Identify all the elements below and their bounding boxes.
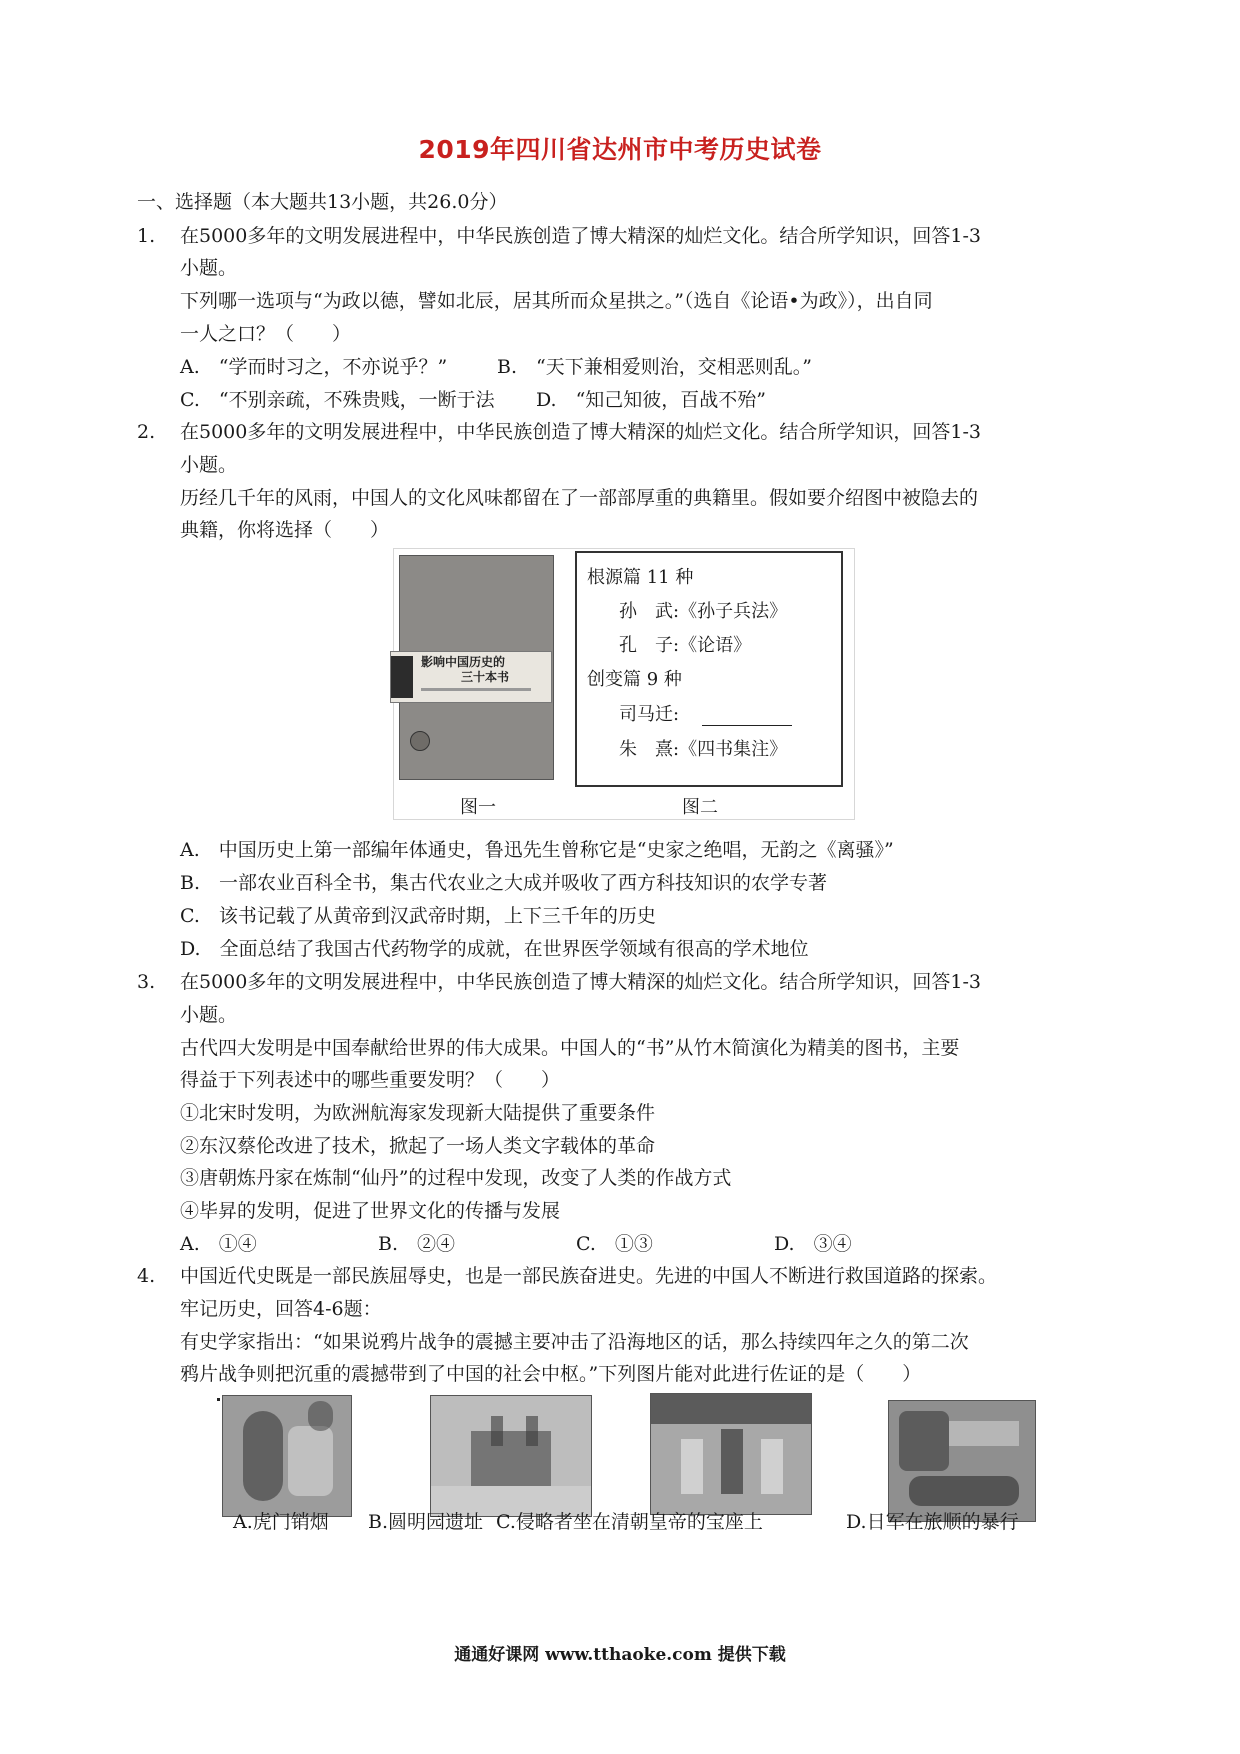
photo-caption-c: C.侵略者坐在清朝皇帝的宝座上	[496, 1511, 763, 1533]
book-list-line: 孔 子:《论语》	[619, 635, 752, 656]
book-title-band	[390, 651, 552, 703]
publisher-seal-icon	[410, 731, 430, 751]
hidden-book-blank	[702, 725, 792, 726]
question-number: 3.	[137, 971, 156, 993]
q4-stem-line1: 有史学家指出：“如果说鸦片战争的震撼主要冲击了沿海地区的话，那么持续四年之久的第二次	[180, 1331, 969, 1353]
photo-humen-opium[interactable]	[222, 1395, 352, 1517]
q1-option-d[interactable]: D. “知己知彼，百战不殆”	[536, 389, 767, 411]
photo-yuanmingyuan-ruins[interactable]	[430, 1395, 592, 1517]
q2-intro-line2: 小题。	[180, 454, 238, 476]
q1-intro-line2: 小题。	[180, 257, 238, 279]
q4-intro-line2: 牢记历史，回答4-6题：	[180, 1298, 382, 1320]
q3-item-1: ①北宋时发明，为欧洲航海家发现新大陆提供了重要条件	[180, 1102, 656, 1124]
page-title: 2019年四川省达州市中考历史试卷	[418, 135, 822, 164]
q2-option-b[interactable]: B. 一部农业百科全书，集古代农业之大成并吸收了西方科技知识的农学专著	[180, 872, 828, 894]
q2-intro-line1: 在5000多年的文明发展进程中，中华民族创造了博大精深的灿烂文化。结合所学知识，回答1-3	[180, 421, 981, 443]
figure-2-caption: 图二	[682, 797, 718, 818]
section-heading: 一、选择题（本大题共13小题，共26.0分）	[137, 191, 508, 213]
stray-mark	[217, 1398, 220, 1401]
q3-item-2: ②东汉蔡伦改进了技术，掀起了一场人类文字载体的革命	[180, 1135, 656, 1157]
q3-stem-line1: 古代四大发明是中国奉献给世界的伟大成果。中国人的“书”从竹木简演化为精美的图书，主要	[180, 1037, 960, 1059]
photo-caption-d: D.日军在旅顺的暴行	[846, 1511, 1019, 1533]
q2-option-a[interactable]: A. 中国历史上第一部编年体通史，鲁迅先生曾称它是“史家之绝唱，无韵之《离骚》”	[180, 839, 894, 861]
photo-lushun-massacre[interactable]	[888, 1400, 1036, 1522]
q2-stem-line2: 典籍，你将选择（ ）	[180, 519, 390, 541]
photo-caption-a: A.虎门销烟	[233, 1511, 329, 1533]
q2-option-d[interactable]: D. 全面总结了我国古代药物学的成就，在世界医学领域有很高的学术地位	[180, 938, 809, 960]
q3-option-d[interactable]: D. ③④	[774, 1233, 852, 1255]
q4-stem-line2: 鸦片战争则把沉重的震撼带到了中国的社会中枢。”下列图片能对此进行佐证的是（ ）	[180, 1363, 922, 1385]
q1-option-c[interactable]: C. “不别亲疏，不殊贵贱，一断于法	[180, 389, 495, 411]
book-cover-portrait	[391, 656, 413, 698]
q2-option-c[interactable]: C. 该书记载了从黄帝到汉武帝时期，上下三千年的历史	[180, 905, 656, 927]
question-number: 1.	[137, 225, 156, 247]
footer-source: 通通好课网 www.tthaoke.com 提供下载	[454, 1645, 786, 1665]
book-list-line: 朱 熹:《四书集注》	[619, 739, 788, 760]
figure-1-caption: 图一	[460, 797, 496, 818]
q1-option-a[interactable]: A. “学而时习之，不亦说乎？”	[180, 356, 448, 378]
q1-intro-line1: 在5000多年的文明发展进程中，中华民族创造了博大精深的灿烂文化。结合所学知识，回答1-3	[180, 225, 981, 247]
q2-stem-line1: 历经几千年的风雨，中国人的文化风味都留在了一部部厚重的典籍里。假如要介绍图中被隐去的	[180, 487, 979, 509]
q1-stem-line1: 下列哪一选项与“为政以德，譬如北辰，居其所而众星拱之。”（选自《论语•为政》），出自同	[180, 290, 933, 312]
q4-intro-line1: 中国近代史既是一部民族屈辱史，也是一部民族奋进史。先进的中国人不断进行救国道路的探索。	[180, 1265, 998, 1287]
question-number: 4.	[137, 1265, 156, 1287]
q3-item-4: ④毕昇的发明，促进了世界文化的传播与发展	[180, 1200, 561, 1222]
question-number: 2.	[137, 421, 156, 443]
photo-caption-b: B.圆明园遗址	[368, 1511, 484, 1533]
book-list-line: 创变篇 9 种	[587, 669, 682, 690]
q3-intro-line1: 在5000多年的文明发展进程中，中华民族创造了博大精深的灿烂文化。结合所学知识，回答1-3	[180, 971, 981, 993]
book-title-line2: 三十本书	[461, 670, 510, 684]
q3-intro-line2: 小题。	[180, 1004, 238, 1026]
q3-stem-line2: 得益于下列表述中的哪些重要发明？（ ）	[180, 1069, 561, 1091]
q3-item-3: ③唐朝炼丹家在炼制“仙丹”的过程中发现，改变了人类的作战方式	[180, 1167, 732, 1189]
book-list-line: 根源篇 11 种	[587, 567, 694, 588]
book-list-line: 司马迁:	[619, 704, 680, 725]
book-cover-figure	[399, 555, 554, 780]
book-subtitle-bar	[421, 688, 531, 691]
book-title-line1: 影响中国历史的	[421, 655, 506, 669]
q1-option-b[interactable]: B. “天下兼相爱则治，交相恶则乱。”	[497, 356, 812, 378]
book-list-figure	[575, 551, 843, 787]
q1-stem-line2: 一人之口？（ ）	[180, 323, 352, 345]
photo-invaders-throne[interactable]	[650, 1393, 812, 1515]
book-list-line: 孙 武:《孙子兵法》	[619, 601, 788, 622]
q3-option-b[interactable]: B. ②④	[378, 1233, 456, 1255]
q3-option-c[interactable]: C. ①③	[576, 1233, 653, 1255]
q3-option-a[interactable]: A. ①④	[180, 1233, 257, 1255]
